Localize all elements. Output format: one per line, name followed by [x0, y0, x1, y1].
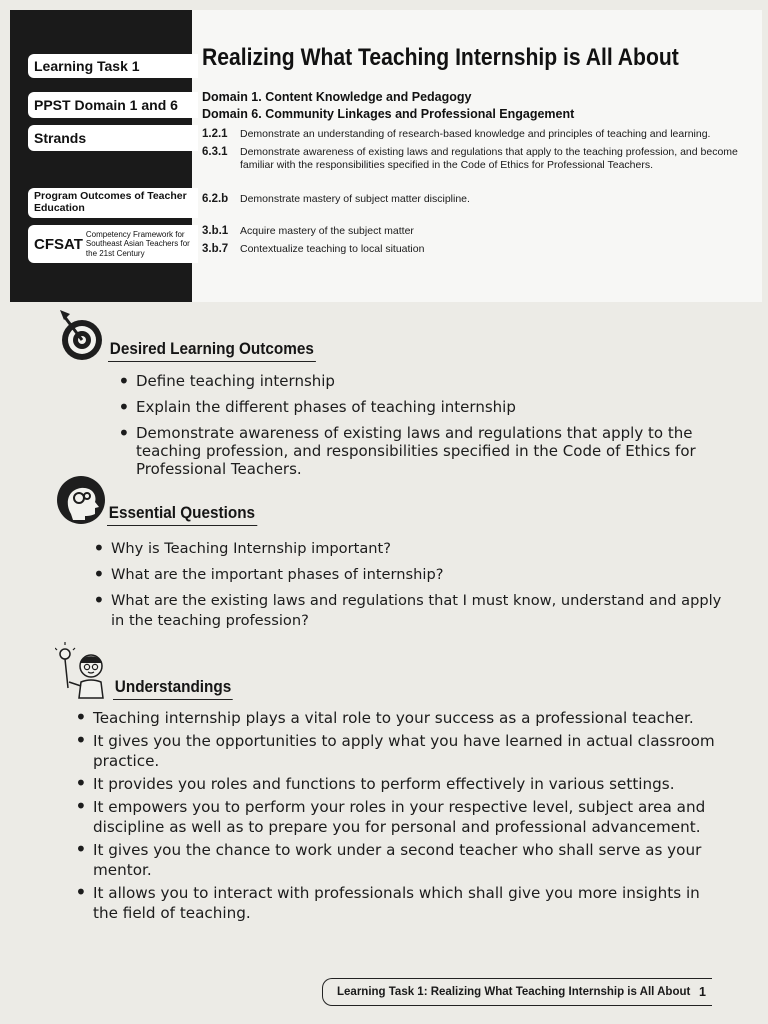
list-item: • Teaching internship plays a vital role to your success as a professional teacher. — [75, 708, 725, 728]
list-item: • What are the existing laws and regulations that I must know, understand and apply in the teaching profession? — [93, 591, 733, 631]
list-item: • Explain the different phases of teaching internship — [118, 398, 718, 416]
cfsat-text: Contextualize teaching to local situation — [240, 243, 425, 255]
cfsat-item — [202, 225, 747, 238]
learning-task-label: Learning Task 1 — [28, 54, 198, 78]
header-label-band — [10, 10, 192, 302]
task-header — [10, 10, 762, 302]
list-item: • Why is Teaching Internship important? — [93, 539, 733, 559]
cfsat-abbreviation: CFSAT — [34, 235, 83, 253]
program-outcome-text: Demonstrate mastery of subject matter discipline. — [240, 193, 470, 205]
cfsat-full-name: Competency Framework for Southeast Asian Teachers for the 21st Century — [85, 229, 190, 258]
desired-learning-outcomes-header — [56, 306, 339, 362]
section-title-essential-questions: Essential Questions — [107, 503, 257, 526]
program-outcome-code: 6.2.b — [202, 193, 229, 205]
cfsat-code: 3.b.7 — [202, 243, 229, 255]
cfsat-item — [202, 243, 747, 256]
list-item: • What are the important phases of internship? — [93, 565, 733, 585]
section-title-desired-learning-outcomes: Desired Learning Outcomes — [108, 339, 316, 362]
list-item: • It gives you the chance to work under a second teacher who shall serve as your mentor. — [75, 840, 725, 880]
lightbulb-student-icon — [55, 642, 113, 700]
section-title-understandings: Understandings — [113, 677, 233, 700]
list-item: • It provides you roles and functions to perform effectively in various settings. — [75, 774, 725, 794]
program-outcome-item — [202, 193, 747, 206]
essential-questions-header — [55, 474, 274, 526]
list-item: • It allows you to interact with professionals which shall give you more insights in the field of teaching. — [75, 883, 725, 923]
strand-text: Demonstrate awareness of existing laws and regulations that apply to the teaching profession, and become familiar with the responsibilities specified in the Code of Ethics for Professional Teachers. — [240, 146, 738, 171]
understandings-header — [55, 642, 246, 700]
desired-learning-outcomes-list — [118, 372, 718, 486]
domain-6-heading: Domain 6. Community Linkages and Professional Engagement — [202, 107, 575, 121]
cfsat-code: 3.b.1 — [202, 225, 229, 237]
cfsat-label — [28, 225, 198, 263]
list-item: • It empowers you to perform your roles in your respective level, subject area and discipline as well as to prepare you for personal and professional advancement. — [75, 797, 725, 837]
list-item: • Demonstrate awareness of existing laws and regulations that apply to the teaching profession, and responsibilities specified in the Code of Ethics for Professional Teachers. — [118, 424, 718, 478]
strand-item — [202, 128, 747, 141]
page-title: Realizing What Teaching Internship is All About — [202, 44, 679, 71]
strand-item — [202, 146, 747, 172]
program-outcomes-label: Program Outcomes of Teacher Education — [28, 188, 198, 218]
target-icon — [56, 306, 108, 362]
understandings-list — [75, 708, 725, 926]
strands-label: Strands — [28, 125, 198, 151]
list-item: • It gives you the opportunities to apply what you have learned in actual classroom practice. — [75, 731, 725, 771]
strand-code: 6.3.1 — [202, 146, 228, 158]
footer-running-title: Learning Task 1: Realizing What Teaching Internship is All About — [337, 986, 691, 998]
ppst-domain-label: PPST Domain 1 and 6 — [28, 92, 198, 118]
thinking-head-icon — [55, 474, 107, 526]
list-item: • Define teaching internship — [118, 372, 718, 390]
cfsat-text: Acquire mastery of the subject matter — [240, 225, 414, 237]
page-footer — [322, 978, 712, 1006]
strand-code: 1.2.1 — [202, 128, 228, 140]
strand-text: Demonstrate an understanding of research-based knowledge and principles of teaching and learning. — [240, 128, 711, 140]
essential-questions-list — [93, 539, 733, 637]
page-number: 1 — [699, 985, 706, 999]
domain-1-heading: Domain 1. Content Knowledge and Pedagogy — [202, 90, 472, 104]
